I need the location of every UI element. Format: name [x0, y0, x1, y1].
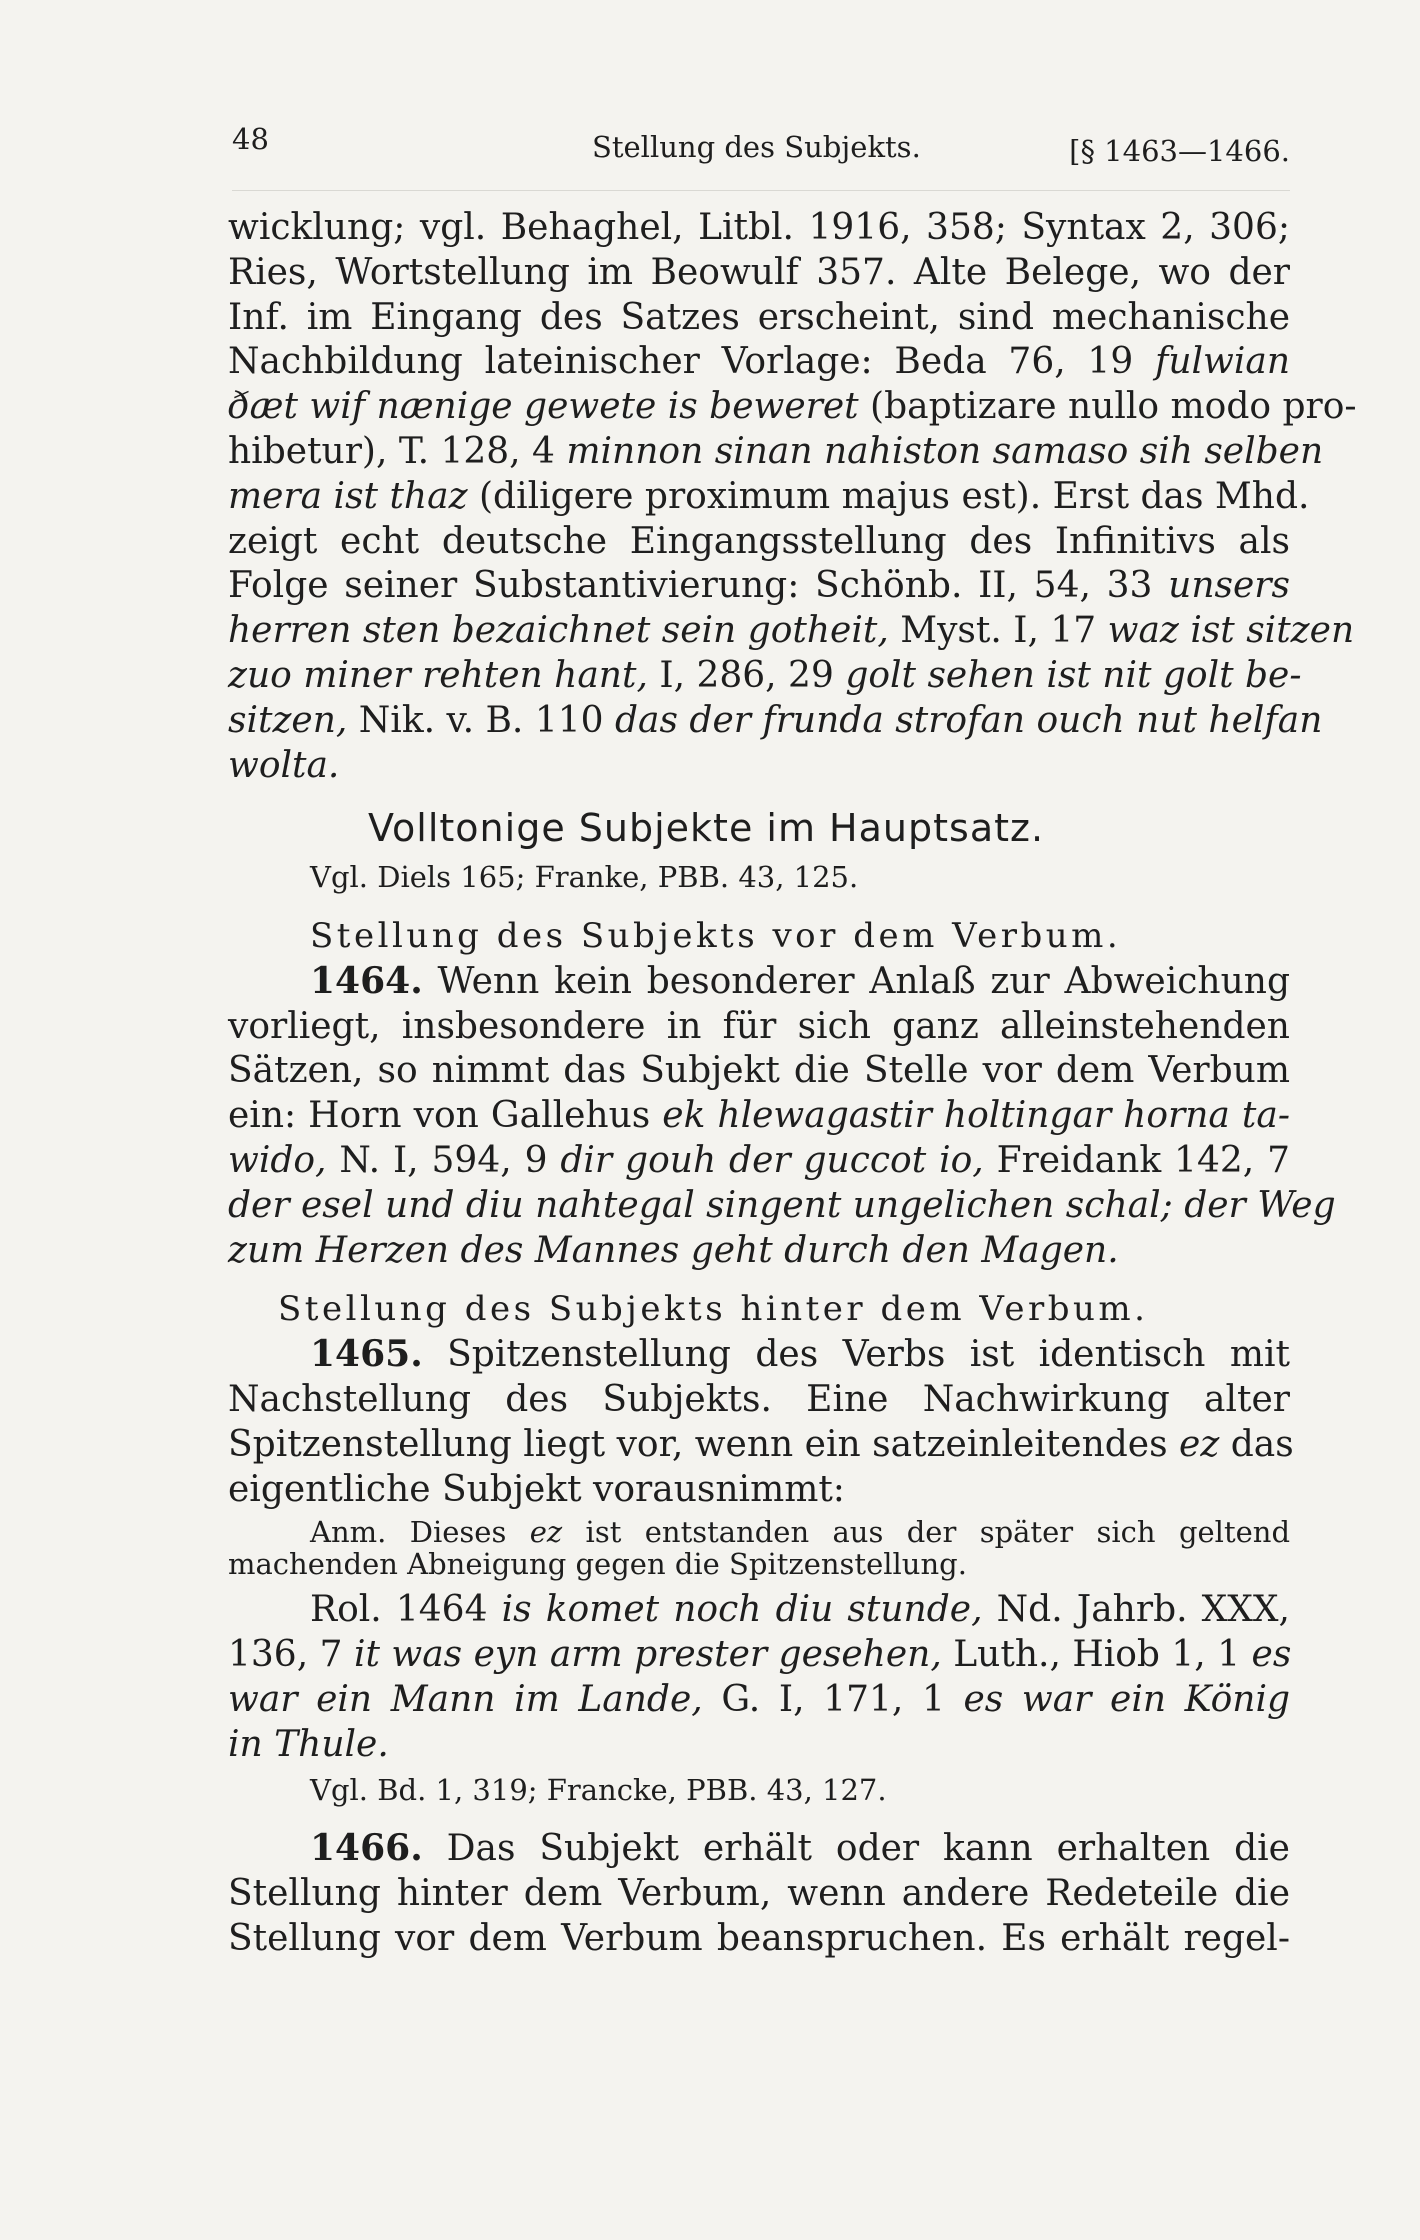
text-run: Nd. Jahrb. XXX, — [982, 1589, 1291, 1631]
text-run: wicklung; vgl. Behaghel, Litbl. 1916, 358; Syntax 2, 306; — [228, 207, 1290, 248]
text-run: machenden Abneigung gegen die Spitzenstellung. — [228, 1547, 967, 1582]
subheading-hinter-dem-verbum: Stellung des Subjekts hinter dem Verbum. — [278, 1289, 1149, 1330]
text-run: Nachstellung des Subjekts. Eine Nachwirkung alter — [228, 1378, 1290, 1420]
quoted-example: das der frunda strofan ouch nut helfan — [614, 699, 1323, 741]
text-run: N. I, 594, 9 — [326, 1139, 561, 1181]
text-line — [228, 430, 1324, 475]
quoted-example: herren sten bezaichnet sein gotheit, — [228, 610, 889, 652]
text-line — [228, 744, 1290, 789]
text-run: Nachbildung lateinischer Vorlage: Beda 76, 19 — [228, 341, 1155, 383]
quoted-example: golt sehen ist nit golt be- — [845, 654, 1302, 696]
quoted-example: ðæt wif nænige gewete is beweret — [228, 386, 859, 428]
text-line — [228, 1094, 1290, 1139]
text-run: Nik. v. B. 110 — [347, 699, 615, 741]
text-line — [228, 296, 1290, 341]
text-run: Myst. I, 17 — [888, 610, 1108, 652]
section-heading-volltonige: Volltonige Subjekte im Hauptsatz. — [368, 806, 1045, 851]
text-run: 136, 7 — [228, 1634, 354, 1676]
text-line — [228, 1548, 1290, 1580]
text-line — [228, 1423, 1294, 1468]
header-rule — [232, 190, 1290, 191]
reference-francke: Vgl. Bd. 1, 319; Francke, PBB. 43, 127. — [310, 1772, 887, 1807]
text-run: Stellung vor dem Verbum beanspruchen. Es erhält regel- — [228, 1917, 1290, 1959]
text-run: Stellung hinter dem Verbum, wenn andere Redeteile die — [228, 1873, 1290, 1915]
quoted-example: es war ein König — [963, 1678, 1291, 1720]
quoted-example: wolta. — [228, 744, 340, 786]
quoted-example: minnon sinan nahiston samaso sih selben — [566, 430, 1324, 472]
text-run: Spitzenstellung des Verbs ist identisch mit — [422, 1334, 1290, 1376]
paragraph-1466 — [228, 1826, 1290, 1961]
text-line — [228, 1378, 1290, 1423]
text-line — [228, 475, 1310, 520]
text-run: Anm. Dieses — [310, 1515, 530, 1550]
paragraph-continuation — [228, 206, 1357, 788]
text-run: Ries, Wortstellung im Beowulf 357. Alte Belege, wo der — [228, 251, 1290, 293]
text-line — [228, 1139, 1290, 1184]
text-line — [228, 1633, 1290, 1678]
quoted-example: sitzen, — [228, 699, 348, 741]
section-number: 1466. — [310, 1827, 423, 1870]
text-line — [228, 959, 1290, 1005]
paragraph-1465 — [228, 1332, 1294, 1512]
page-body — [228, 206, 1357, 1962]
text-line — [228, 1229, 1290, 1274]
paragraph-1464 — [228, 959, 1336, 1274]
quoted-example: unsers — [1168, 565, 1290, 607]
text-run: Folge seiner Substantivierung: Schönb. II, 54, 33 — [228, 565, 1169, 607]
quoted-example: ek hlewagastir holtingar horna ta- — [662, 1095, 1290, 1137]
text-run: Spitzenstellung liegt vor, wenn ein satzeinleitendes — [228, 1423, 1180, 1465]
quoted-example: dir gouh der guccot io, — [560, 1139, 984, 1181]
quoted-example: ez — [1179, 1423, 1220, 1465]
text-line — [228, 1468, 1290, 1513]
text-line — [228, 251, 1290, 296]
paragraph-examples — [228, 1588, 1290, 1767]
text-run: (diligere proximum majus est). Erst das Mhd. — [467, 475, 1310, 517]
text-run: Sätzen, so nimmt das Subjekt die Stelle vor dem Verbum — [228, 1050, 1290, 1092]
quoted-example: ez — [529, 1515, 563, 1550]
text-run: Das Subjekt erhält oder kann erhalten die — [422, 1828, 1290, 1870]
text-run: ist entstanden aus der später sich geltend — [562, 1515, 1291, 1550]
quoted-example: war ein Mann im Lande, — [228, 1678, 703, 1720]
text-run: Luth., Hiob 1, 1 — [941, 1634, 1252, 1676]
text-line — [228, 1516, 1290, 1548]
quoted-example: is komet noch diu stunde, — [501, 1589, 983, 1631]
text-line — [228, 206, 1290, 251]
text-run: Rol. 1464 — [310, 1589, 502, 1631]
quoted-example: zuo miner rehten hant, — [228, 654, 648, 696]
text-line — [228, 1678, 1290, 1723]
text-line — [228, 520, 1290, 565]
running-header — [232, 110, 1290, 170]
quoted-example: es — [1251, 1634, 1292, 1676]
text-run: I, 286, 29 — [647, 654, 846, 696]
text-run: das — [1219, 1423, 1294, 1465]
text-run: eigentliche Subjekt vorausnimmt: — [228, 1468, 845, 1510]
text-run: G. I, 171, 1 — [702, 1678, 964, 1720]
text-line — [228, 1049, 1290, 1094]
text-run: ein: Horn von Gallehus — [228, 1095, 663, 1137]
text-line — [228, 654, 1302, 699]
page-number: 48 — [232, 122, 269, 156]
quoted-example: fulwian — [1155, 341, 1290, 383]
text-line — [228, 1917, 1290, 1962]
quoted-example: zum Herzen des Mannes geht durch den Magen. — [228, 1229, 1119, 1271]
text-line — [228, 1005, 1290, 1050]
text-run: zeigt echt deutsche Eingangsstellung des Infinitivs als — [228, 520, 1290, 562]
quoted-example: in Thule. — [228, 1723, 389, 1765]
section-number: 1464. — [310, 959, 423, 1002]
text-line — [228, 1588, 1290, 1633]
quoted-example: mera ist thaz — [228, 475, 468, 517]
section-range: [§ 1463—1466. — [1069, 134, 1290, 168]
text-line — [228, 1332, 1290, 1378]
quoted-example: wido, — [228, 1139, 327, 1181]
text-run: (baptizare nullo modo pro- — [858, 386, 1357, 428]
text-run: Inf. im Eingang des Satzes erscheint, sind mechanische — [228, 296, 1290, 338]
text-line — [228, 340, 1290, 385]
reference-diels: Vgl. Diels 165; Franke, PBB. 43, 125. — [310, 860, 859, 895]
text-run: Wenn kein besonderer Anlaß zur Abweichung — [422, 960, 1290, 1002]
text-line — [228, 385, 1357, 430]
quoted-example: it was eyn arm prester gesehen, — [353, 1634, 942, 1676]
text-run: hibetur), T. 128, 4 — [228, 430, 567, 472]
annotation-note — [228, 1516, 1290, 1580]
text-run: Freidank 142, 7 — [983, 1139, 1290, 1181]
subheading-vor-dem-verbum: Stellung des Subjekts vor dem Verbum. — [310, 915, 1122, 956]
quoted-example: waz ist sitzen — [1107, 610, 1355, 652]
text-line — [228, 1723, 1290, 1768]
quoted-example: der esel und diu nahtegal singent ungelichen schal; — [228, 1184, 1173, 1226]
text-run — [1173, 1185, 1184, 1226]
text-line — [228, 1184, 1336, 1229]
text-line — [228, 1872, 1290, 1917]
quoted-example: der Weg — [1184, 1184, 1336, 1226]
running-title: Stellung des Subjekts. — [592, 130, 921, 164]
text-line — [228, 699, 1323, 744]
text-run: vorliegt, insbesondere in für sich ganz alleinstehenden — [228, 1005, 1290, 1047]
text-line — [228, 1826, 1290, 1872]
section-number: 1465. — [310, 1333, 423, 1376]
text-line — [228, 609, 1355, 654]
text-line — [228, 564, 1290, 609]
